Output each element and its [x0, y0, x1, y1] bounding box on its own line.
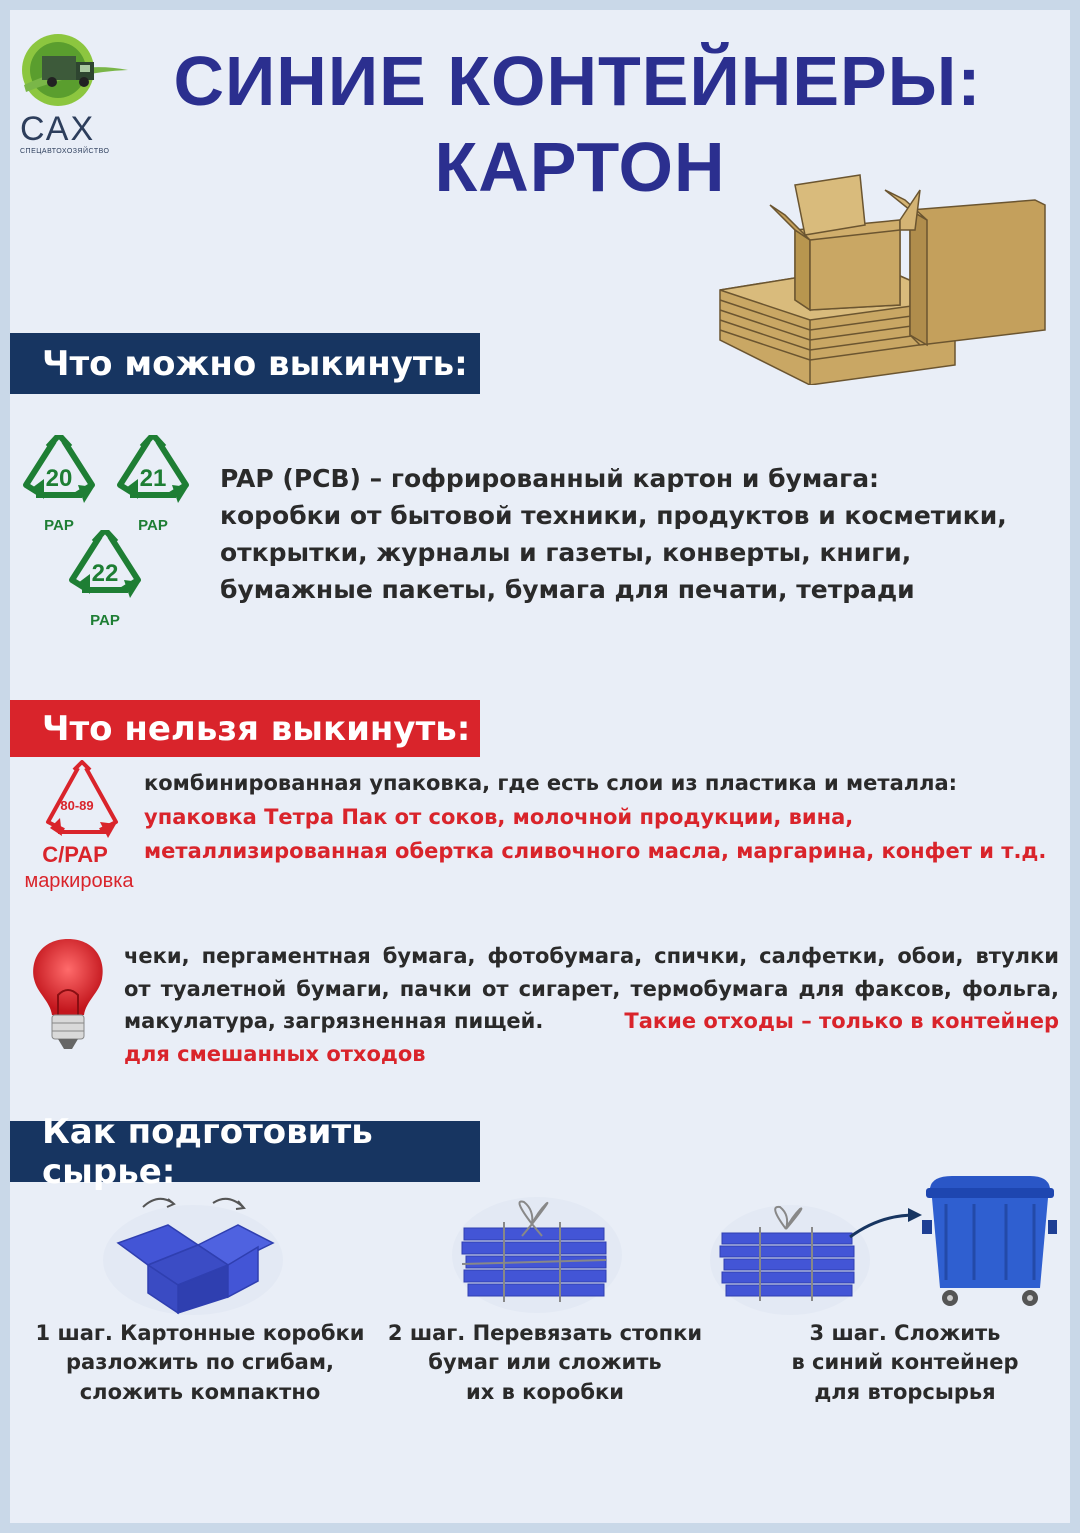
- recycle-22-label: PAP: [90, 612, 120, 629]
- step-2-line: 2 шаг. Перевязать стопки: [387, 1321, 703, 1345]
- cardboard-boxes-icon: [715, 170, 1050, 385]
- open-box-icon: [98, 1185, 288, 1315]
- forbidden-heading: Что нельзя выкинуть:: [10, 700, 480, 757]
- combo-red-line: металлизированная обертка сливочного масла, маргарина, конфет и т.д.: [144, 839, 1047, 863]
- combo-caption: маркировка: [24, 870, 134, 892]
- other-line: чеки, пергаментная бумага, фотобумага, спички, салфетки, обои, втулки: [124, 944, 1059, 968]
- step-2-caption: [380, 1319, 710, 1407]
- step-2-line: бумаг или сложить: [428, 1350, 662, 1375]
- step-3-line: в синий контейнер: [791, 1350, 1019, 1375]
- combo-red-line: упаковка Тетра Пак от соков, молочной продукции, вина,: [144, 805, 854, 829]
- allowed-line: PAP (PCB) – гофрированный картон и бумага:: [220, 464, 880, 493]
- other-line: от туалетной бумаги, пачки от сигарет, термобумага для факсов, фольга,: [124, 976, 1059, 1001]
- recycle-20-label: PAP: [44, 517, 74, 534]
- recycle-20-number: 20: [45, 465, 73, 492]
- combo-number: 80-89: [60, 798, 94, 813]
- other-line-3: [124, 1005, 1059, 1038]
- allowed-description: [220, 460, 1060, 608]
- allowed-line: коробки от бытовой техники, продуктов и косметики,: [220, 501, 1007, 530]
- tied-stack-icon: [442, 1190, 632, 1320]
- other-red-line: для смешанных отходов: [124, 1041, 426, 1066]
- combo-intro: комбинированная упаковка, где есть слои из пластика и металла:: [144, 771, 958, 795]
- other-line-3-red: Такие отходы – только в контейнер: [624, 1009, 1059, 1033]
- step-1-line: сложить компактно: [79, 1379, 321, 1404]
- step-3-caption: [750, 1319, 1060, 1407]
- logo: [16, 30, 131, 160]
- combo-label: C/PAP: [42, 842, 108, 867]
- step-1-caption: [25, 1319, 375, 1407]
- recycle-22: [60, 530, 150, 630]
- recycle-22-number: 22: [91, 560, 119, 587]
- other-forbidden-description: [124, 940, 1059, 1070]
- allowed-line: открытки, журналы и газеты, конверты, книги,: [220, 538, 912, 567]
- poster: [10, 10, 1070, 1523]
- allowed-line: бумажные пакеты, бумага для печати, тетради: [220, 575, 915, 604]
- step-3-line: для вторсырья: [814, 1379, 996, 1404]
- container-icon: [922, 1170, 1057, 1310]
- truck-logo-icon: [16, 30, 131, 110]
- recycle-21-label: PAP: [138, 517, 168, 534]
- title-line-2: КАРТОН: [434, 128, 726, 206]
- recycle-20: [14, 435, 104, 535]
- recycle-21-number: 21: [139, 465, 167, 492]
- step-1-line: 1 шаг. Картонные коробки: [35, 1321, 365, 1345]
- allowed-heading: Что можно выкинуть:: [10, 333, 480, 394]
- recycle-21: [108, 435, 198, 535]
- step-3-line: 3 шаг. Сложить: [809, 1321, 1001, 1345]
- logo-subtitle: СПЕЦАВТОХОЗЯЙСТВО: [20, 148, 110, 155]
- combo-recycle-code: [14, 760, 144, 895]
- combo-description: [144, 766, 1064, 868]
- step-1-line: разложить по сгибам,: [66, 1350, 334, 1375]
- other-line-3-dark: макулатура, загрязненная пищей.: [124, 1009, 544, 1033]
- lightbulb-icon: [28, 935, 108, 1055]
- logo-name: САХ: [20, 110, 96, 148]
- step-2-line: их в коробки: [466, 1379, 624, 1404]
- title-line-1: СИНИЕ КОНТЕЙНЕРЫ:: [173, 42, 982, 120]
- prepare-heading: Как подготовить сырье:: [10, 1121, 480, 1182]
